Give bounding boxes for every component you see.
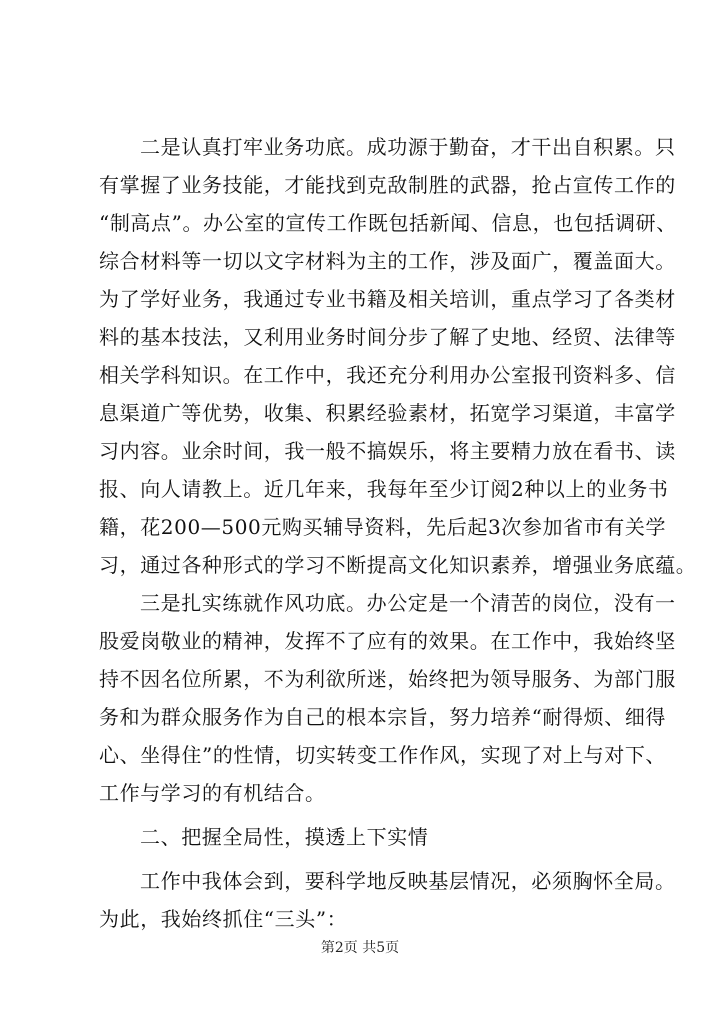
paragraph-line: 股爱岗敬业的精神，发挥不了应有的效果。在工作中，我始终坚 <box>99 629 676 653</box>
paragraph-line: 二是认真打牢业务功底。成功源于勤奋，才干出自积累。只 <box>140 135 676 159</box>
page-number-footer: 第2页 共5页 <box>320 940 400 956</box>
paragraph-line: 习，通过各种形式的学习不断提高文化知识素养，增强业务底蕴。 <box>99 553 697 577</box>
paragraph-line: 料的基本技法，又利用业务时间分步了解了史地、经贸、法律等 <box>99 325 676 349</box>
paragraph-line: 习内容。业余时间，我一般不搞娱乐，将主要精力放在看书、读 <box>99 439 676 463</box>
paragraph-line: 心、坐得住”的性情，切实转变工作作风，实现了对上与对下、 <box>99 743 667 767</box>
paragraph-line: 工作中我体会到，要科学地反映基层情况，必须胸怀全局。 <box>140 869 676 893</box>
section-heading: 二、把握全局性，摸透上下实情 <box>140 825 429 849</box>
paragraph-line: 三是扎实练就作风功底。办公定是一个清苦的岗位，没有一 <box>140 591 676 615</box>
paragraph-line: 工作与学习的有机结合。 <box>99 781 326 805</box>
paragraph-line: 相关学科知识。在工作中，我还充分利用办公室报刊资料多、信 <box>99 363 676 387</box>
paragraph-line: 报、向人请教上。近几年来，我每年至少订阅2种以上的业务书 <box>99 477 669 501</box>
paragraph-line: 综合材料等一切以文字材料为主的工作，涉及面广，覆盖面大。 <box>99 249 676 273</box>
paragraph-line: 有掌握了业务技能，才能找到克敌制胜的武器，抢占宣传工作的 <box>99 173 676 197</box>
paragraph-line: 持不因名位所累，不为利欲所迷，始终把为领导服务、为部门服 <box>99 667 676 691</box>
paragraph-line: 籍，花200—500元购买辅导资料，先后起3次参加省市有关学 <box>99 515 667 539</box>
paragraph-line: 息渠道广等优势，收集、积累经验素材，拓宽学习渠道，丰富学 <box>99 401 676 425</box>
paragraph-line: 为了学好业务，我通过专业书籍及相关培训，重点学习了各类材 <box>99 287 676 311</box>
paragraph-line: 务和为群众服务作为自己的根本宗旨，努力培养“耐得烦、细得 <box>99 705 667 729</box>
paragraph-line: 为此，我始终抓住“三头”： <box>99 907 348 931</box>
paragraph-line: “制高点”。办公室的宣传工作既包括新闻、信息，也包括调研、 <box>99 211 677 235</box>
